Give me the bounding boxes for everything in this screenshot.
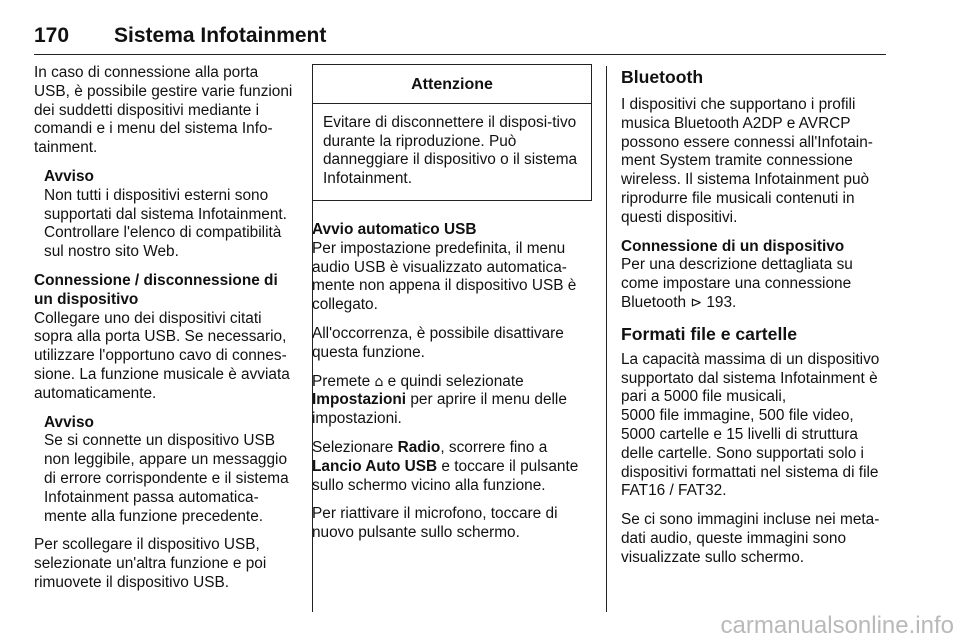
text-formats-line2: 5000 file immagine, 500 file video, 5000 cartelle e 15 livelli di struttura delle cartelle. Sono supportati solo i dispositivi formattati nel sistema di file FAT16 / FAT32. — [621, 407, 879, 500]
text-selezionare: Selezionare — [312, 438, 394, 456]
press-home-paragraph — [312, 373, 592, 429]
watermark: carmanualsonline.info — [720, 612, 954, 639]
heading-bluetooth: Bluetooth — [621, 67, 704, 87]
reactivate-paragraph: Per riattivare il microfono, toccare di nuovo pulsante sullo schermo. — [312, 505, 558, 542]
heading-connection: Connessione / disconnessione di un dispositivo — [34, 271, 278, 308]
page-header — [34, 20, 886, 55]
intro-paragraph: In caso di connessione alla porta USB, è possibile gestire varie funzioni dei suddetti dispositivi mediante i comandi e i menu del sistema Info-tainment. — [34, 64, 293, 157]
bluetooth-paragraph: I dispositivi che supportano i profili musica Bluetooth A2DP e AVRCP possono essere connessi all'Infotain-ment System tramite connessione wireless. Il sistema Infotainment può riprodurre file musicali contenuti in questi dispositivi. — [621, 96, 873, 226]
images-paragraph: Se ci sono immagini incluse nei meta-dati audio, queste immagini sono visualizzate sullo schermo. — [621, 511, 880, 566]
heading-device-connection: Connessione di un dispositivo — [621, 237, 845, 255]
text-lancio-rest: e toccare il pulsante sullo schermo vicino alla funzione. — [312, 457, 579, 494]
device-connection-paragraph — [621, 256, 891, 312]
connection-paragraph: Collegare uno dei dispositivi citati sopra alla porta USB. Se necessario, utilizzare l'opportuno cavo di connes-sione. La funzione musicale è avviata automaticamente. — [34, 309, 290, 402]
auto-usb-paragraph: Per impostazione predefinita, il menu audio USB è visualizzato automatica-mente non appena il dispositivo USB è collegato. — [312, 239, 577, 314]
text-connection: Per una descrizione dettagliata su come impostare una connessione Bluetooth — [621, 256, 853, 311]
heading-formats: Formati file e cartelle — [621, 323, 798, 344]
attention-box — [312, 64, 592, 201]
attention-title: Attenzione — [313, 65, 591, 104]
note-body: Non tutti i dispositivi esterni sono supportati dal sistema Infotainment. Controllare l'elenco di compatibilità sul nostro sito Web. — [44, 186, 287, 261]
disable-paragraph: All'occorrenza, è possibile disattivare questa funzione. — [312, 324, 564, 361]
note-title: Avviso — [44, 413, 94, 431]
text-premete: Premete — [312, 372, 371, 390]
home-icon: ⌂ — [374, 373, 384, 390]
text-scroll: , scorrere fino a — [440, 438, 548, 456]
text-formats-line1: La capacità massima di un dispositivo supportato dal sistema Infotainment è pari a 5000 file musicali, — [621, 350, 880, 406]
note-title: Avviso — [44, 167, 94, 185]
column-right — [621, 64, 891, 578]
column-middle — [312, 64, 592, 553]
formats-paragraph — [621, 351, 891, 501]
text-impostazioni-rest: per aprire il menu delle impostazioni. — [312, 391, 567, 428]
page-reference[interactable]: 193. — [706, 293, 737, 311]
section-title: Sistema Infotainment — [114, 24, 327, 47]
disconnect-paragraph: Per scollegare il dispositivo USB, selezionate un'altra funzione e poi rimuovete il dispositivo USB. — [34, 536, 267, 591]
select-radio-paragraph — [312, 439, 592, 495]
note-compatibility — [34, 168, 298, 262]
attention-body: Evitare di disconnettere il disposi-tivo durante la riproduzione. Può danneggiare il dispositivo o il sistema Infotainment. — [323, 113, 578, 188]
term-radio: Radio — [397, 438, 441, 456]
column-divider-right — [606, 66, 607, 612]
note-unreadable-device — [34, 414, 298, 527]
text-premete-rest: e quindi selezionate — [387, 372, 524, 390]
note-body: Se si connette un dispositivo USB non leggibile, appare un messaggio di errore corrispondente e il sistema Infotainment passa automatica-mente alla funzione precedente. — [44, 432, 289, 525]
term-lancio-auto-usb: Lancio Auto USB — [312, 457, 438, 475]
page-reference-icon: ⊳ — [690, 294, 703, 311]
heading-auto-usb: Avvio automatico USB — [312, 220, 477, 238]
column-left — [34, 64, 298, 603]
term-impostazioni: Impostazioni — [312, 391, 407, 409]
page-number: 170 — [34, 24, 70, 47]
